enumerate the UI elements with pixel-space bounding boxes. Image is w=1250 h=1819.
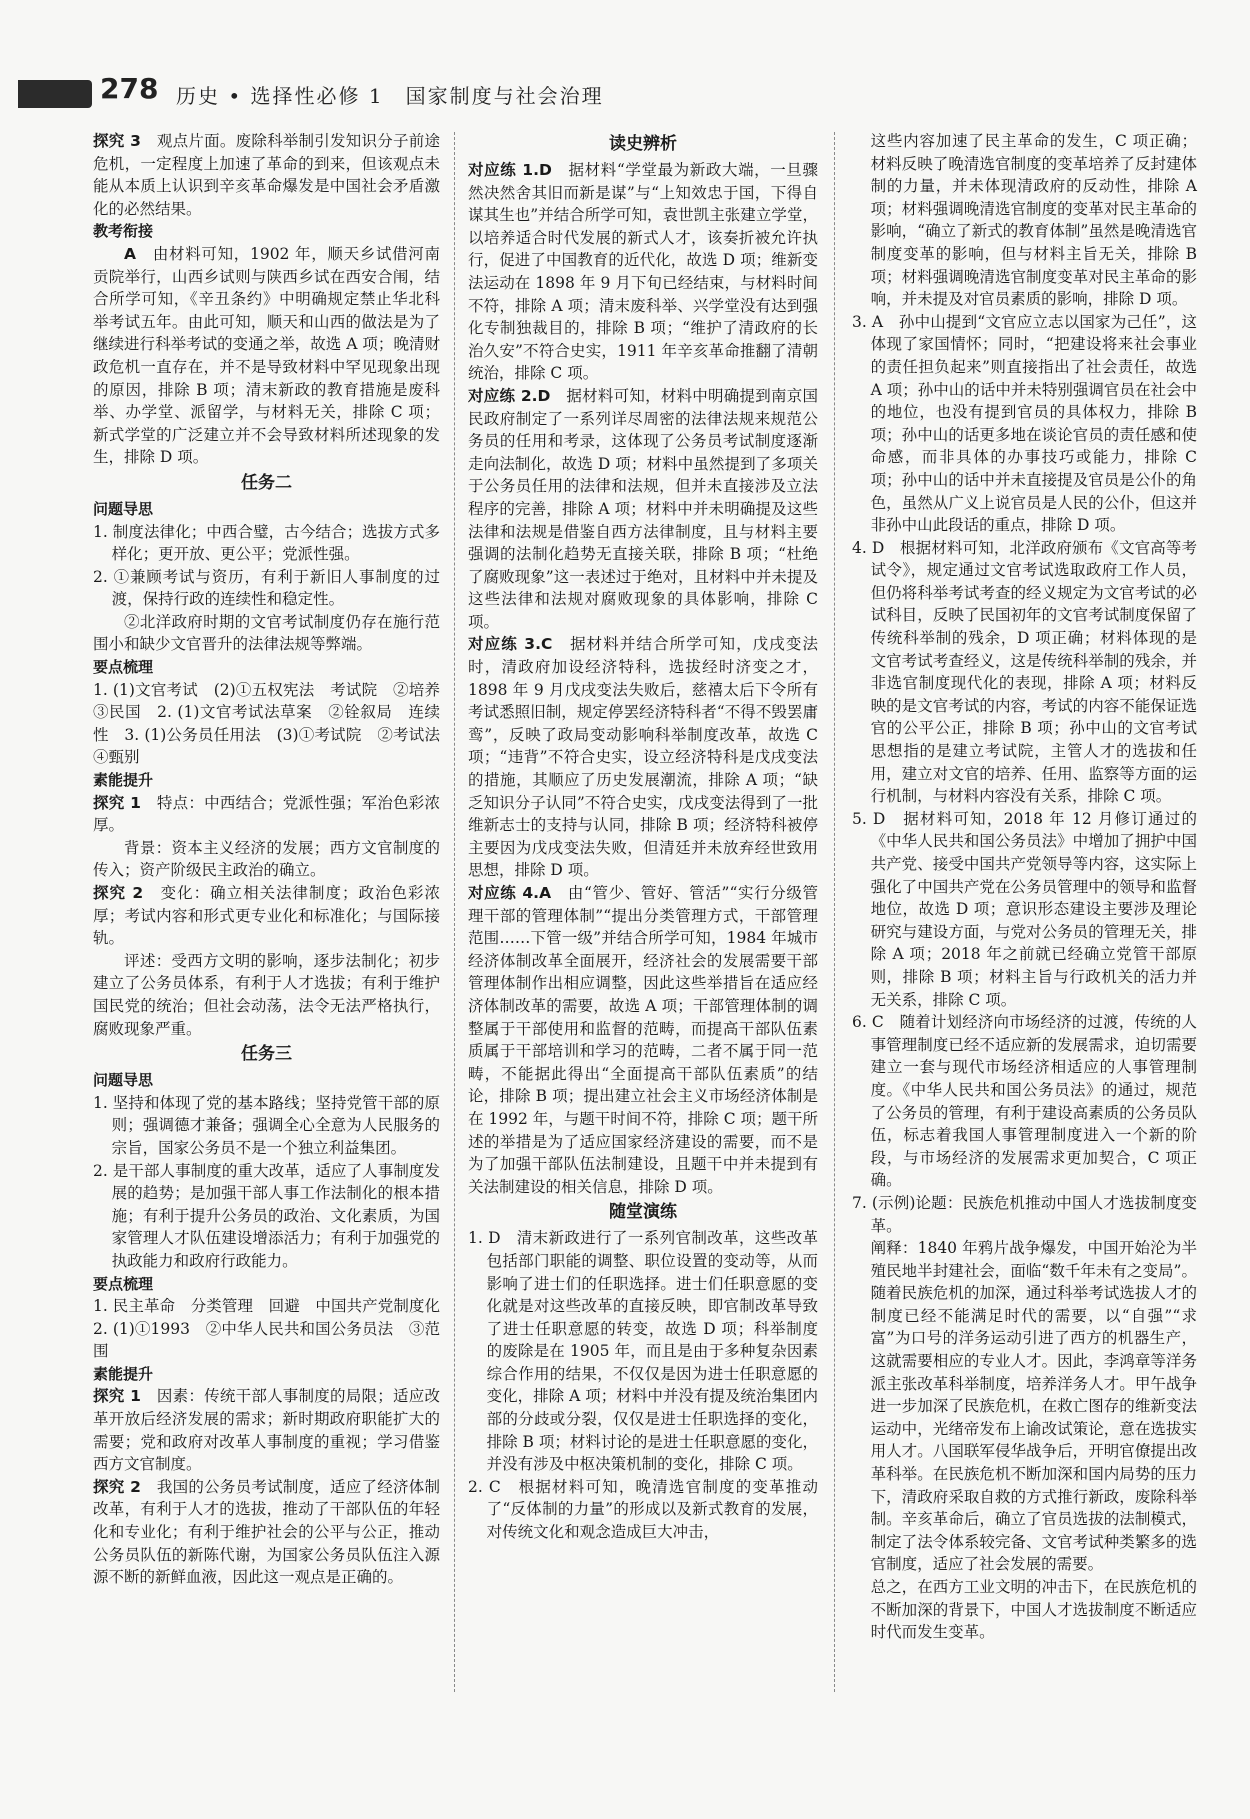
header-bar (18, 80, 92, 108)
label: 探究 2 (93, 1477, 141, 1496)
subhead-suneng: 素能提升 (93, 1364, 154, 1383)
column-right (852, 130, 1197, 1644)
text: 因素：传统干部人事制度的局限；适应改革开放后经济发展的需求；新时期政府职能扩大的需要；党和政府对改革人事制度的重视；学习借鉴西方文官制度。 (93, 1387, 440, 1474)
suitang-2: 2. C 根据材料可知，晚清选官制度的变革推动了“反体制的力量”的形成以及新式教育的发展，对传统文化和观念造成巨大冲击， (468, 1477, 818, 1542)
suitang-6: 6. C 随着计划经济向市场经济的过渡，传统的人事管理制度已经不适应新的发展需求，迫切需要建立一套与现代市场经济相适应的人事管理制度。《中华人民共和国公务员法》的通过，规范了公务员的管理，有利于建设高素质的公务员队伍，标志着我国人事管理制度进入一个新的阶段，与市场经济的发展需求更加契合，C 项正确。 (852, 1013, 1197, 1190)
tanjiu2 (93, 882, 440, 950)
answer-letter: C (540, 635, 553, 654)
jiaokao-answer (93, 243, 440, 469)
label: 对应练 1. (468, 161, 539, 179)
label: 探究 3 (93, 132, 141, 150)
suitang-1: 1. D 清末新政进行了一系列官制改革，这些改革包括部门职能的调整、职位设置的变动等，从而影响了进士们的任职选择。进士们任职意愿的变化就是对这些改革的直接反映，即官制改革导致了进士任职意愿的转变，故选 D 项；科举制度的废除是在 1905 年，而且是由于多种复杂因素综合作用的结果，不仅仅是因为进士任职意愿的变化，排除 A 项；材料中并没有提及统治集团内部的分歧或分裂，仅仅是进士任职选择的变化，排除 B 项；材料讨论的是进士任职意愿的变化，并没有涉及中枢决策机制的变化，排除 C 项。 (468, 1229, 818, 1474)
subhead-wenti: 问题导思 (93, 1071, 154, 1090)
label: 探究 2 (93, 884, 144, 902)
text: 观点片面。废除科举制引发知识分子前途危机，一定程度上加速了革命的到来，但该观点未能从本质上认识到辛亥革命爆发是中国社会矛盾激化的必然结果。 (93, 132, 440, 218)
list-item: 1. 制度法律化；中西合璧，古今结合；选拔方式多样化；更开放、更公平；党派性强。 (93, 522, 440, 564)
tanjiu1 (93, 792, 440, 837)
column-divider (834, 132, 835, 1692)
text: 由“管少、管好、管活”“实行分级管理干部的管理体制”“提出分类管理方式，干部管理范围……下管一级”并结合所学可知，1984 年城市经济体制改革全面展开，经济社会的发展需要干部管理体制作出相应调整，因此这些举措旨在适应经济体制改革的需要，故选 A 项；干部管理体制的调整属于干部使用和监督的范畴，而提高干部队伍素质属于干部培训和学习的范畴，二者不属于同一范畴，不能据此得出“全面提高干部队伍素质”的结论，排除 B 项；提出建立社会主义市场经济体制是在 1992 年，与题干时间不符，排除 C 项；题干所述的举措是为了适应国家经济建设的需要，而不是为了加强干部队伍法制建设，且题干中并未提到有关法制建设的相关信息，排除 D 项。 (468, 884, 819, 1196)
dushi-title: 读史辨析 (609, 134, 677, 154)
task3-title: 任务三 (241, 1044, 292, 1065)
text: 据材料“学堂最为新政大端，一旦骤然决然舍其旧而新是谋”与“上知效忠于国，下得自谋其生也”并结合所学可知，袁世凯主张建立学堂，以培养适合时代发展的新式人才，该奏折被允许执行，促进了中国教育的近代化，故选 D 项；维新变法运动在 1898 年 9 月下旬已经结束，与材料时间不符，排除 A 项；清末废科举、兴学堂没有达到强化专制独裁目的，排除 B 项；“维护了清政府的长治久安”不符合史实，1911 年辛亥革命推翻了清朝统治，排除 C 项。 (468, 161, 818, 383)
list-item: 2. ①兼顾考试与资历，有利于新旧人事制度的过渡，保持行政的连续性和稳定性。 (93, 567, 440, 609)
duiyinglian-2 (468, 385, 818, 634)
text: 据材料并结合所学可知，戊戌变法时，清政府加设经济特科，选拔经时济变之才，1898 年 9 月戊戌变法失败后，慈禧太后下令所有考试悉照旧制，规定停罢经济特科者“不得不毁罢庸鸾”，反映了政局变动影响科举制度改革，故选 C 项；“违背”不符合史实，设立经济特科是戊戌变法的措施，其顺应了历史发展潮流，排除 A 项；“缺乏知识分子认同”不符合史实，戊戌变法得到了一批维新志士的支持与认同，排除 B 项；经济特科被停主要因为戊戌变法失败，但清廷并未放弃经世致用思想，排除 D 项。 (468, 635, 818, 880)
page-header (0, 72, 1250, 116)
tanjiu1 (93, 1385, 440, 1475)
duiyinglian-4 (468, 882, 818, 1198)
column-divider (454, 132, 455, 1692)
suitang-7-end: 总之，在西方工业文明的冲击下，在民族危机的不断加深的背景下，中国人才选拔制度不断适应时代而发生变革。 (870, 1578, 1197, 1642)
tanjiu1-bg: 背景：资本主义经济的发展；西方文官制度的传入；资产阶级民主政治的确立。 (93, 838, 440, 880)
list-item: 1. 坚持和体现了党的基本路线；坚持党管干部的原则；强调德才兼备；强调全心全意为人民服务的宗旨，国家公务员不是一个独立利益集团。 (93, 1093, 440, 1157)
yaodian-text: 1. (1)文官考试 (2)①五权宪法 考试院 ②培养 ③民国 2. (1)文官考试法草案 ②铨叙局 连续性 3. (1)公务员任用法 (3)①考试院 ②考试法 ④甄别 (93, 680, 456, 767)
label: 对应练 3. (468, 635, 541, 654)
subhead-suneng: 素能提升 (93, 771, 154, 790)
tanjiu2 (93, 1476, 440, 1589)
list-item: ②北洋政府时期的文官考试制度仍存在施行范围小和缺少文官晋升的法律法规等弊端。 (93, 612, 440, 654)
yaodian-text: 1. 民主革命 分类管理 回避 中国共产党制度化 2. (1)①1993 ②中华人民共和国公务员法 ③范围 (93, 1297, 456, 1361)
task2-title: 任务二 (241, 472, 292, 493)
label: 探究 1 (93, 793, 141, 812)
label: 对应练 4. (468, 884, 540, 902)
list-item: 2. 是干部人事制度的重大改革，适应了人事制度发展的趋势；是加强干部人事工作法制化的根本措施；有利于提升公务员的政治、文化素质，为国家管理人才队伍建设增添活力；有利于加强党的执政能力和政府行政能力。 (93, 1161, 440, 1270)
tanjiu3 (93, 130, 440, 220)
tanjiu2-ping: 评述：受西方文明的影响，逐步法制化；初步建立了公务员体系，有利于人才选拔；有利于维护国民党的统治；但社会动荡，法令无法严格执行，腐败现象严重。 (93, 951, 440, 1038)
answer-letter: D (538, 161, 552, 179)
suitang-title: 随堂演练 (609, 1202, 677, 1223)
column-left (93, 130, 456, 1589)
page-number: 278 (100, 72, 159, 105)
suitang-5: 5. D 据材料可知，2018 年 12 月修订通过的《中华人民共和国公务员法》中增加了拥护中国共产党、接受中国共产党领导等内容，这实际上强化了中国共产党在公务员管理中的领导和监督地位，故选 D 项；意识形态建设主要涉及理论研究与建设方面，与党对公务员的管理无关，排除 A 项；2018 年之前就已经确立党管干部原则，排除 B 项；材料主旨与行政机关的活力并无关系，排除 C 项。 (852, 809, 1197, 1009)
subhead-yaodian: 要点梳理 (93, 658, 154, 677)
text: 我国的公务员考试制度，适应了经济体制改革，有利于人才的选拔，推动了干部队伍的年轻化和专业化；有利于维护社会的公平与公正，推动公务员队伍的新陈代谢，为国家公务员队伍注入源源不断的新鲜血液，因此这一观点是正确的。 (93, 1477, 440, 1587)
subhead-wenti: 问题导思 (93, 499, 154, 518)
duiyinglian-1 (468, 159, 818, 385)
suitang-3: 3. A 孙中山提到“文官应立志以国家为己任”，这体现了家国情怀；同时，“把建设将来社会事业的责任担负起来”则直接指出了社会责任，故选 A 项；孙中山的话中并未特别强调官员在社会中的地位，也没有提到官员的具体权力，排除 B 项；孙中山的话更多地在谈论官员的责任感和使命感，而非具体的办事技巧或能力，排除 C 项；孙中山的话中并未直接提及官员是公仆的角色，虽然从广义上说官员是人民的公仆，但这并非孙中山此段话的重点，排除 D 项。 (852, 312, 1197, 535)
subhead-yaodian: 要点梳理 (93, 1274, 154, 1293)
suitang-2-cont: 这些内容加速了民主革命的发生，C 项正确；材料反映了晚清选官制度的变革培养了反封建体制的力量，并未体现清政府的反动性，排除 A 项；材料强调晚清选官制度的变革对民主革命的影响，“确立了新式的教育体制”虽然是晚清选官制度变革的影响，但与材料主旨无关，排除 B 项；材料强调晚清选官制度变革对民主革命的影响，并未提及对官员素质的影响，排除 D 项。 (870, 132, 1197, 309)
label: 对应练 2. (468, 386, 538, 405)
text: 由材料可知，1902 年，顺天乡试借河南贡院举行，山西乡试则与陕西乡试在西安合闱，结合所学可知，《辛丑条约》中明确规定禁止华北科举考试五年。由此可知，顺天和山西的做法是为了继续进行科举考试的变通之举，故选 A 项；晚清财政危机一直存在，并不是导致材料中罕见现象出现的原因，排除 B 项；清末新政的教育措施是废科举、办学堂、派留学，与材料无关，排除 C 项；新式学堂的广泛建立并不会导致材料所述现象的发生，排除 D 项。 (93, 244, 440, 467)
answer-letter: A (539, 884, 552, 902)
suitang-7-head: 7. (示例)论题：民族危机推动中国人才选拔制度变革。 (852, 1193, 1197, 1235)
answer-letter: A (124, 244, 136, 263)
running-title: 历史 • 选择性必修 1 国家制度与社会治理 (176, 84, 604, 108)
label: 探究 1 (93, 1387, 141, 1406)
answer-letter: D (537, 386, 551, 405)
text: 据材料可知，材料中明确提到南京国民政府制定了一系列详尽周密的法律法规来规范公务员的任用和考录，这体现了公务员考试制度逐渐走向法制化，故选 D 项；材料中虽然提到了多项关于公务员任用的法律和法规，但并未直接涉及立法程序的完善，排除 A 项；材料中并未明确提及这些法律和法规是借鉴自西方法律制度，且与材料主要强调的法制化趋势无直接关联，排除 B 项；“杜绝了腐败现象”这一表述过于绝对，且材料中并未提及这些法律和法规对腐败现象的具体影响，排除 C 项。 (468, 386, 818, 631)
text: 特点：中西结合；党派性强；军治色彩浓厚。 (93, 793, 440, 835)
suitang-4: 4. D 根据材料可知，北洋政府颁布《文官高等考试令》，规定通过文官考试选取政府工作人员，但仍将科举考试考查的经义规定为文官考试的必试科目，反映了民国初年的文官考试制度保留了传统科举制的残余，D 项正确；材料体现的是文官考试考查经义，这是传统科举制的残余，并非选官制度现代化的表现，排除 A 项；材料反映的是文官考试的内容，考试的内容不能保证选官的公平公正，排除 B 项；孙中山的文官考试思想指的是建立考试院，主管人才的选拔和任用，建立对文官的培养、任用、监察等方面的运行机制，与材料内容没有关系，排除 C 项。 (852, 538, 1197, 806)
column-middle (468, 130, 818, 1544)
text: 变化：确立相关法律制度；政治色彩浓厚；考试内容和形式更专业化和标准化；与国际接轨。 (93, 884, 440, 948)
suitang-7-body: 阐释：1840 年鸦片战争爆发，中国开始沦为半殖民地半封建社会，面临“数千年未有之变局”。随着民族危机的加深，通过科举考试选拔人才的制度已经不能满足时代的需要，以“自强”“求富”为口号的洋务运动引进了西方的机器生产，这就需要相应的专业人才。因此，李鸿章等洋务派主张改革科举制度，培养洋务人才。甲午战争进一步加深了民族危机，在救亡图存的维新变法运动中，光绪帝发布上谕改试策论，意在选拔实用人才。八国联军侵华战争后，开明官僚提出改革科举。在民族危机不断加深和国内局势的压力下，清政府采取自救的方式推行新政，废除科举制。辛亥革命后，确立了官员选拔的法制模式，制定了法令体系较完备、文官考试种类繁多的选官制度，适应了社会发展的需要。 (870, 1239, 1197, 1574)
duiyinglian-3 (468, 633, 818, 882)
subhead-jiaokao: 教考衔接 (93, 222, 154, 241)
